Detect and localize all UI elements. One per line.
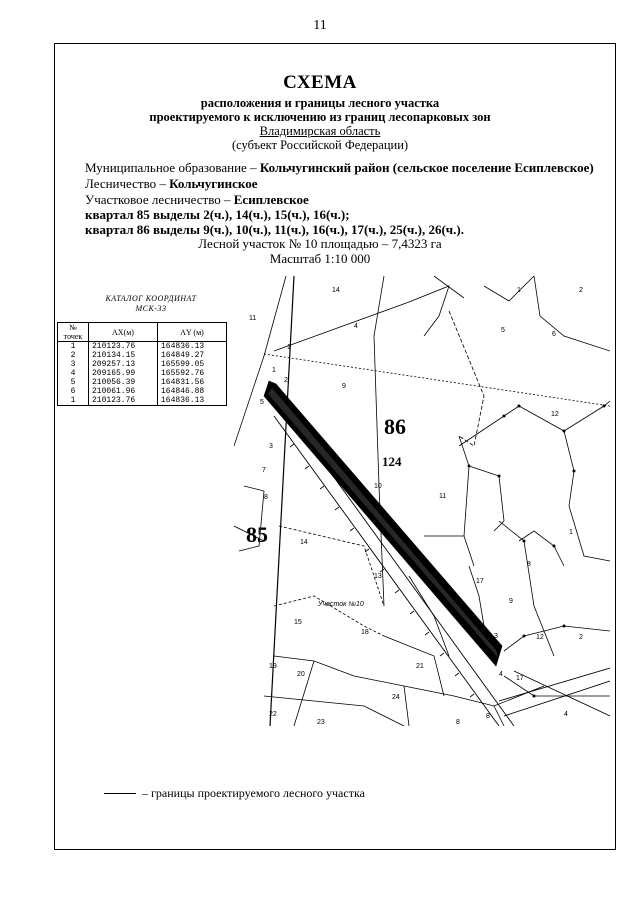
boundary-line	[454, 686, 544, 706]
allotment-label: 13	[374, 573, 382, 580]
boundary-line	[424, 536, 474, 566]
table-row: 3 209257.13 165599.05	[58, 360, 227, 369]
table-row: 2 210134.15 164849.27	[58, 351, 227, 360]
allotment-label: 8	[456, 719, 460, 726]
region-note: (субъект Российской Федерации)	[231, 138, 409, 152]
allotment-label: 14	[332, 287, 340, 294]
district-forestry-label: Участковое лесничество –	[85, 192, 234, 207]
allotment-label: 22	[269, 711, 277, 718]
page-number: 11	[313, 18, 327, 33]
boundary-line	[484, 276, 534, 301]
boundary-line	[514, 671, 610, 716]
allotment-label: 17	[476, 578, 484, 585]
plot-hatch	[268, 388, 498, 658]
allotment-label: 8	[264, 494, 268, 501]
catalog-title-1: КАТАЛОГ КООРДИНАТ	[105, 294, 197, 303]
allotment-label: 9	[509, 598, 513, 605]
district-forestry-line	[85, 192, 309, 207]
road-ticks	[290, 444, 474, 697]
allotment-label: 12	[536, 634, 544, 641]
allotment-label: 10	[374, 483, 382, 490]
boundary-line	[449, 311, 484, 446]
legend-line-sample	[104, 793, 136, 794]
table-row: 6 210061.96 164846.88	[58, 387, 227, 396]
forestry-value: Кольчугинское	[169, 176, 258, 191]
forestry-line	[85, 176, 258, 191]
boundary-line	[534, 276, 610, 351]
region: Владимирская область	[259, 124, 381, 138]
allotment-label: 1	[569, 529, 573, 536]
boundary-line	[404, 686, 409, 726]
allotment-label: 11	[439, 493, 447, 500]
forestry-label: Лесничество –	[85, 176, 170, 191]
table-row: 1 210123.76 164836.13	[58, 342, 227, 352]
plot-label: Участок №10	[318, 601, 364, 608]
allotment-label: 18	[361, 629, 369, 636]
boundary-line	[264, 276, 286, 356]
allotment-label: 1	[517, 287, 521, 294]
allotment-label: 4	[354, 323, 358, 330]
boundary-line	[264, 354, 610, 406]
quarter-85-allotments: квартал 85 выделы 2(ч.), 14(ч.), 15(ч.), 16(ч.);	[85, 207, 350, 222]
allotment-label: 11	[249, 315, 257, 322]
boundary-line	[519, 531, 564, 566]
allotment-label: 14	[300, 539, 308, 546]
allotment-label: 4	[564, 711, 568, 718]
allotment-label: 24	[392, 694, 400, 701]
legend-text: – границы проектируемого лесного участка	[142, 786, 365, 800]
boundary-line	[564, 431, 610, 561]
municipality-label: Муниципальное образование –	[85, 160, 260, 175]
allotment-label: 3	[269, 443, 273, 450]
coordinate-table	[57, 322, 227, 406]
catalog-title-2: МСК-33	[135, 304, 167, 313]
coordinate-catalog-title	[96, 294, 206, 314]
allotment-label: 20	[297, 671, 305, 678]
allotment-label: 2	[284, 377, 288, 384]
quarter-85-line	[85, 207, 350, 222]
boundary-line	[279, 526, 384, 606]
quarter-86-line	[85, 222, 464, 237]
municipality-line	[85, 160, 594, 175]
plot-area: Лесной участок № 10 площадью – 7,4323 га	[198, 236, 442, 251]
boundary-line	[264, 696, 404, 726]
allotment-label: 9	[342, 383, 346, 390]
table-row: 4 209165.99 165592.76	[58, 369, 227, 378]
allotment-label: 7	[262, 467, 266, 474]
allotment-label: 2	[579, 287, 583, 294]
allotment-label: 3	[494, 633, 498, 640]
table-row: 5 210056.39 164831.56	[58, 378, 227, 387]
table-row: 1 210123.76 164836.13	[58, 396, 227, 406]
allotment-label: 21	[416, 663, 424, 670]
quarter-86-allotments: квартал 86 выделы 9(ч.), 10(ч.), 11(ч.), 16(ч.), 17(ч.), 25(ч.), 26(ч.).	[85, 222, 464, 237]
boundary-line	[504, 626, 610, 651]
region-line	[0, 124, 640, 138]
district-forestry-value: Есиплевское	[233, 192, 309, 207]
allotment-label: 5	[501, 327, 505, 334]
allotment-label: 23	[317, 719, 325, 726]
allotment-label: 6	[267, 395, 271, 402]
allotment-124-label: 124	[382, 454, 402, 469]
allotment-label: 12	[551, 411, 559, 418]
allotment-label: 1	[272, 367, 276, 374]
boundary-line	[409, 286, 449, 336]
boundary-line	[374, 276, 384, 336]
forest-plot-map	[234, 276, 610, 726]
allotment-label: 4	[499, 671, 503, 678]
allotment-label: 8	[486, 713, 490, 720]
allotment-label: 2	[579, 634, 583, 641]
allotment-label: 5	[260, 399, 264, 406]
subtitle-2: проектируемого к исключению из границ лесопарковых зон	[149, 110, 491, 124]
allotment-label: 8	[527, 561, 531, 568]
allotment-label: 15	[294, 619, 302, 626]
boundary-line	[384, 636, 444, 696]
boundary-line	[274, 302, 409, 351]
allotment-label: 1	[287, 344, 291, 351]
map-scale: Масштаб 1:10 000	[269, 251, 371, 266]
boundary-line	[459, 436, 469, 536]
quarter-86-label: 86	[384, 414, 406, 439]
allotment-label: 6	[552, 331, 556, 338]
col-point-number: № точек	[58, 323, 89, 342]
col-x: АX(м)	[89, 323, 158, 342]
allotment-label: 17	[516, 675, 524, 682]
document-title: СХЕМА	[283, 72, 357, 93]
quarter-85-label: 85	[246, 522, 268, 547]
col-y: АY (м)	[158, 323, 227, 342]
boundary-line	[494, 706, 504, 726]
subtitle-1: расположения и границы лесного участка	[200, 96, 440, 110]
legend	[104, 786, 365, 801]
allotment-label: 19	[269, 663, 277, 670]
municipality-value: Кольчугинский район (сельское поселение Есиплевское)	[259, 160, 594, 175]
